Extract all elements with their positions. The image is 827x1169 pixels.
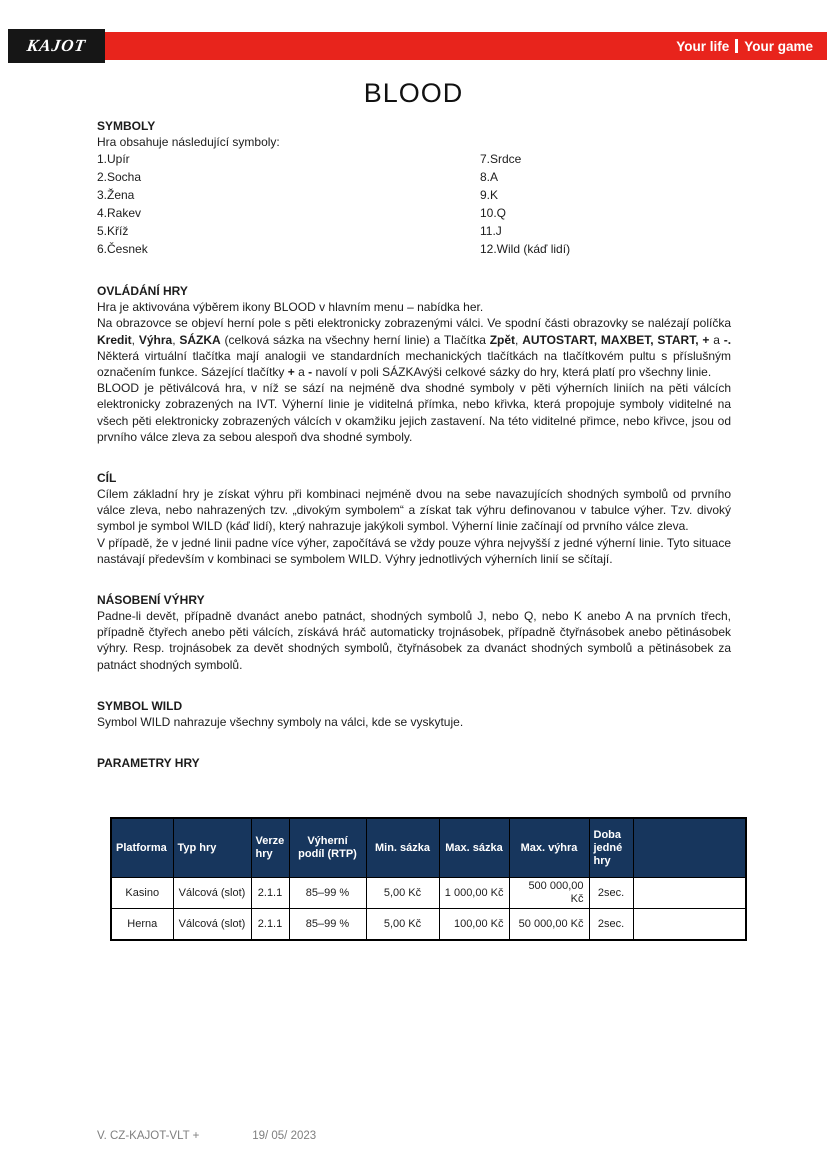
symbol-list-item: 5.Kříž bbox=[97, 224, 129, 239]
param-table-header-cell bbox=[633, 818, 746, 878]
bold-text-run: Výhra bbox=[138, 332, 173, 347]
bold-text-run: + bbox=[287, 365, 295, 380]
symbol-list-item: 10.Q bbox=[480, 206, 507, 221]
param-table-cell: 1 000,00 Kč bbox=[439, 878, 509, 909]
bold-text-run: -. bbox=[723, 332, 732, 347]
bold-text-run: - bbox=[308, 365, 313, 380]
section-cil bbox=[97, 470, 731, 567]
header-red-bar bbox=[105, 32, 827, 60]
text-run: (celková sázka na všechny herní linie) a Tlačítka bbox=[220, 332, 490, 347]
param-table-cell: Herna bbox=[111, 909, 173, 941]
tagline-left: Your life bbox=[676, 38, 730, 54]
param-table-cell bbox=[633, 878, 746, 909]
symbol-list bbox=[97, 150, 731, 258]
section-symbol-wild bbox=[97, 698, 731, 730]
section-heading-cil: CÍL bbox=[97, 471, 117, 486]
text-run: , bbox=[515, 332, 523, 347]
section-heading-symboly: SYMBOLY bbox=[97, 119, 156, 133]
param-table-header-cell: Typ hry bbox=[173, 818, 251, 878]
text-run: Na obrazovce se objeví herní pole s pěti elektronicky zobrazenými válci. Ve spodní části obrazovky se nalézají políčka bbox=[97, 316, 731, 331]
symbol-list-right-column bbox=[480, 150, 731, 258]
footer-date: 19/ 05/ 2023 bbox=[252, 1130, 317, 1142]
cil-paragraph-2: V případě, že v jedné linii padne více výher, započítává se vždy pouze výhra nejvyšší z jedné výherní linie. Tyto situace nastávají především v kombinaci se symbolem WILD. Výhry jednotlivých výherních linií se sčítají. bbox=[97, 535, 731, 566]
symbol-list-item: 12.Wild (káď lidí) bbox=[480, 242, 571, 257]
brand-tagline bbox=[676, 39, 813, 54]
param-table-cell: Válcová (slot) bbox=[173, 878, 251, 909]
ovladani-paragraph-3: BLOOD je pětiválcová hra, v níž se sází na nejméně dva shodné symboly v pěti výherních liniích na pěti válcích elektronicky zobrazených na IVT. Výherní linie je viditelná přímka, nebo křivka, která propojuje symboly viditelné na všech pěti elektronicky zobrazených válcích v okamžiku jejich zastavení. Na této viditelné přimce, nebo křivce, jsou od prvního válce zleva za sebou alespoň dva shodné symboly. bbox=[97, 381, 731, 444]
param-table-cell: Kasino bbox=[111, 878, 173, 909]
symbol-list-item: 3.Žena bbox=[97, 188, 135, 203]
bold-text-run: SÁZKA bbox=[179, 332, 221, 347]
text-run: , bbox=[172, 332, 180, 347]
param-table-header-cell: Doba jedné hry bbox=[589, 818, 633, 878]
text-run: Některá virtuální tlačítka mají analogii ve standardních mechanických tlačítkách na tlačítkovém pultu s příslušným označením funkce. Sázející tlačítky bbox=[97, 348, 731, 380]
page-title: BLOOD bbox=[363, 78, 464, 108]
param-table-head bbox=[111, 818, 746, 878]
param-table-cell: 5,00 Kč bbox=[366, 878, 439, 909]
param-table-row bbox=[111, 909, 746, 941]
param-table-row bbox=[111, 878, 746, 909]
param-table-cell: 5,00 Kč bbox=[366, 909, 439, 941]
section-heading-nasobeni: NÁSOBENÍ VÝHRY bbox=[97, 593, 205, 608]
symboly-intro: Hra obsahuje následující symboly: bbox=[97, 135, 280, 149]
cil-paragraph-1: Cílem základní hry je získat výhru při kombinaci nejméně dvou na sebe navazujících shodných symbolů od prvního válce zleva, nebo nahrazených tzv. „divokým symbolem“ a získat tak výhru definovanou v tabulce výher. Tzv. divoký symbol je symbol WILD (káď lidí), který nahrazuje jakýkoli symbol. Výherní linie začínají od prvního válce zleva. bbox=[97, 487, 731, 534]
symbol-list-left-column bbox=[97, 150, 480, 258]
param-table-header-cell: Min. sázka bbox=[366, 818, 439, 878]
param-table-cell: 100,00 Kč bbox=[439, 909, 509, 941]
nasobeni-paragraph-1: Padne-li devět, případně dvanáct anebo patnáct, shodných symbolů J, nebo Q, nebo K anebo A na prvních třech, případně čtyřech anebo pěti válcích, získává hráč automaticky trojnásobek, případně čtyřnásobek anebo pětinásobek výhry. Resp. trojnásobek za devět shodných symbolů, čtyřnásobek za dvanáct shodných symbolů a pětinásobek za patnáct shodných symbolů. bbox=[97, 609, 731, 672]
param-table-cell: 2sec. bbox=[589, 878, 633, 909]
section-heading-parametry: PARAMETRY HRY bbox=[97, 756, 200, 771]
document-body bbox=[97, 118, 731, 941]
param-table-cell: 85–99 % bbox=[289, 909, 366, 941]
param-table-cell: 500 000,00 Kč bbox=[509, 878, 589, 909]
bold-text-run: Zpět bbox=[489, 332, 516, 347]
wild-paragraph-1: Symbol WILD nahrazuje všechny symboly na válci, kde se vyskytuje. bbox=[97, 714, 464, 729]
symbol-list-item: 9.K bbox=[480, 188, 499, 203]
symbol-list-item: 11.J bbox=[480, 224, 502, 239]
symbol-list-item: 4.Rakev bbox=[97, 206, 142, 221]
ovladani-paragraph-1: Hra je aktivována výběrem ikony BLOOD v hlavním menu – nabídka her. bbox=[97, 300, 484, 315]
param-table-header-row bbox=[111, 818, 746, 878]
footer-version: V. CZ-KAJOT-VLT + bbox=[97, 1130, 200, 1142]
text-run: a bbox=[709, 332, 724, 347]
page-footer bbox=[97, 1130, 316, 1142]
section-heading-ovladani: OVLÁDÁNÍ HRY bbox=[97, 284, 188, 299]
param-table-body bbox=[111, 878, 746, 941]
text-run: a bbox=[294, 365, 309, 380]
param-table-header-cell: Max. sázka bbox=[439, 818, 509, 878]
param-table-cell bbox=[633, 909, 746, 941]
header-bar bbox=[0, 29, 827, 63]
bold-text-run: Kredit bbox=[97, 332, 132, 347]
game-parameters-table bbox=[110, 817, 747, 941]
section-heading-wild: SYMBOL WILD bbox=[97, 698, 183, 713]
symbol-list-item: 1.Upír bbox=[97, 152, 130, 167]
param-table-cell: 50 000,00 Kč bbox=[509, 909, 589, 941]
param-table-cell: 2.1.1 bbox=[251, 878, 289, 909]
symbol-list-item: 6.Česnek bbox=[97, 242, 148, 257]
param-table-header-cell: Výherní podíl (RTP) bbox=[289, 818, 366, 878]
param-table-cell: 85–99 % bbox=[289, 878, 366, 909]
section-ovladani-hry bbox=[97, 283, 731, 445]
param-table-cell: Válcová (slot) bbox=[173, 909, 251, 941]
param-table-header-cell: Verze hry bbox=[251, 818, 289, 878]
section-parametry-hry bbox=[97, 755, 731, 941]
section-nasobeni-vyhry bbox=[97, 592, 731, 673]
ovladani-paragraph-2 bbox=[97, 315, 731, 380]
kajot-logo-text: KAJOT bbox=[25, 36, 88, 55]
section-symboly bbox=[97, 118, 731, 258]
text-run: navolí v poli SÁZKAvýši celkové sázky do hry, která platí pro všechny linie. bbox=[312, 365, 712, 380]
param-table-cell: 2sec. bbox=[589, 909, 633, 941]
param-table-header-cell: Max. výhra bbox=[509, 818, 589, 878]
kajot-logo bbox=[8, 29, 105, 63]
tagline-divider bbox=[735, 39, 738, 53]
param-table-cell: 2.1.1 bbox=[251, 909, 289, 941]
tagline-right: Your game bbox=[744, 38, 813, 54]
symbol-list-item: 2.Socha bbox=[97, 170, 142, 185]
symbol-list-item: 7.Srdce bbox=[480, 152, 522, 167]
bold-text-run: AUTOSTART, MAXBET, START, + bbox=[522, 332, 710, 347]
param-table-header-cell: Platforma bbox=[111, 818, 173, 878]
text-run: , bbox=[131, 332, 139, 347]
symbol-list-item: 8.A bbox=[480, 170, 499, 185]
